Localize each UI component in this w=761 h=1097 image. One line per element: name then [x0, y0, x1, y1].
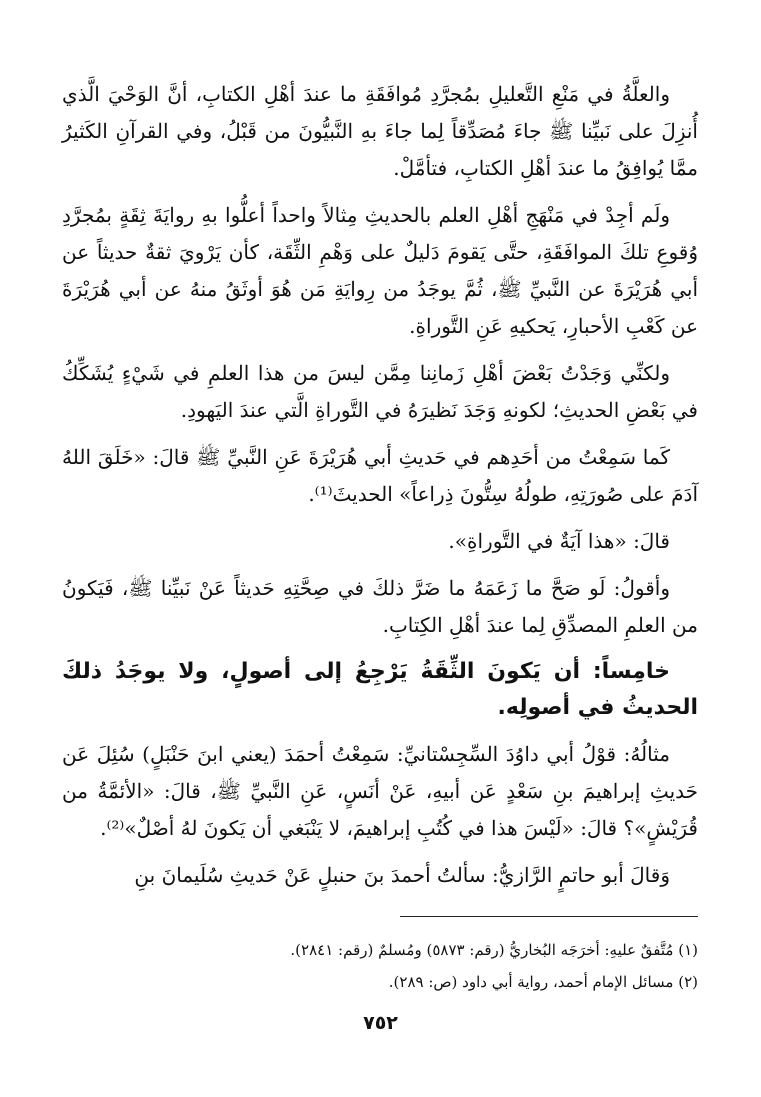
paragraph-4: كَما سَمِعْتُ من أحَدِهم في حَديثِ أبي هُرَيْرَةَ عَنِ النَّبيِّ ﷺ قالَ: «خَلَقَ اللهُ آدَمَ على صُورَتِهِ، طولُهُ سِتُّونَ ذِراعاً» الحديثَ⁽¹⁾.	[62, 445, 698, 506]
main-text	[62, 76, 698, 904]
paragraph-8: وَقالَ أبو حاتمٍ الرَّازيُّ: سألتُ أحمدَ بنَ حنبلٍ عَنْ حَديثِ سُلَيمانَ بنِ	[134, 863, 670, 887]
paragraph-5: قالَ: «هذا آيَةٌ في التَّوراةِ».	[448, 529, 670, 553]
section-heading: خامِساً: أن يَكونَ الثِّقَةُ يَرْجِعُ إلى أصولٍ، ولا يوجَدُ ذلكَ الحديثُ في أصولِه.	[62, 659, 698, 720]
footnotes	[62, 934, 698, 998]
paragraph-2: ولَم أجِدْ في مَنْهَجِ أهْلِ العلم بالحديثِ مِثالاً واحداً أعلُّوا بهِ روايَةَ ثِقَةٍ بمُجرَّدِ وُقوعِ تلكَ الموافَقَةِ، حتَّى يَقومَ دَليلٌ على وَهْمِ الثِّقَة، كأن يَرْويَ ثقةٌ حديثاً عن أبي هُرَيْرَةَ عن النَّبيِّ ﷺ، ثُمَّ يوجَدُ من رِوايَةِ مَن هُوَ أوثَقُ منهُ عن أبي هُرَيْرَةَ عن كَعْبِ الأحبارِ، يَحكيهِ عَنِ التَّوراةِ.	[62, 203, 699, 338]
paragraph-6: وأقولُ: لَو صَحَّ ما زَعَمَهُ ما ضَرَّ ذلكَ في صِحَّتِهِ حَديثاً عَنْ نَبيِّنا ﷺ، فَيَكونُ من العلمِ المصدِّقِ لِما عندَ أهْلِ الكِتابِ.	[62, 576, 698, 637]
footnote-divider	[400, 916, 698, 917]
footnote-2: (٢) مسائل الإمام أحمد، رواية أبي داود (ص: ٢٨٩).	[388, 973, 698, 991]
paragraph-3: ولكنِّي وَجَدْتُ بَعْضَ أهْلِ زَمانِنا مِمَّن ليسَ من هذا العلمِ في شَيْءٍ يُشَكِّكُ في بَعْضِ الحديثِ؛ لكونهِ وَجَدَ نَظيرَهُ في التَّوراةِ الَّتي عندَ اليَهودِ.	[62, 361, 698, 422]
footnote-1: (١) مُتَّفقٌ عليهِ: أخرَجَه البُخاريُّ (رقم: ٥٨٧٣) ومُسلمٌ (رقم: ٢٨٤١).	[290, 941, 698, 959]
page-number: ٧٥٢	[363, 1012, 398, 1034]
paragraph-7: مثالُهُ: قوْلُ أبي داوُدَ السِّجِسْتانيِّ: سَمِعْتُ أحمَدَ (يعني ابنَ حَنْبَلٍ) سُئِلَ عَن حَديثِ إبراهيمَ بنِ سَعْدٍ عَن أبيهِ، عَنْ أنَسٍ، عَنِ النَّبيِّ ﷺ، قالَ: «الأئمَّةُ من قُرَيْشٍ»؟ قالَ: «لَيْسَ هذا في كُتُبِ إبراهيمَ، لا يَنْبَغي أن يَكونَ لهُ أصْلٌ»⁽²⁾.	[62, 742, 698, 840]
paragraph-1: والعلَّةُ في مَنْعِ التَّعليلِ بمُجرَّدِ مُوافَقَةِ ما عندَ أهْلِ الكتابِ، أنَّ الوَحْيَ الَّذي أُنزِلَ على نَبيِّنا ﷺ جاءَ مُصَدِّقاً لِما جاءَ بهِ النَّبيُّونَ من قَبْلُ، وفي القرآنِ الكَثيرُ ممَّا يُوافِقُ ما عندَ أهْلِ الكتابِ، فتأمَّلْ.	[62, 82, 698, 180]
